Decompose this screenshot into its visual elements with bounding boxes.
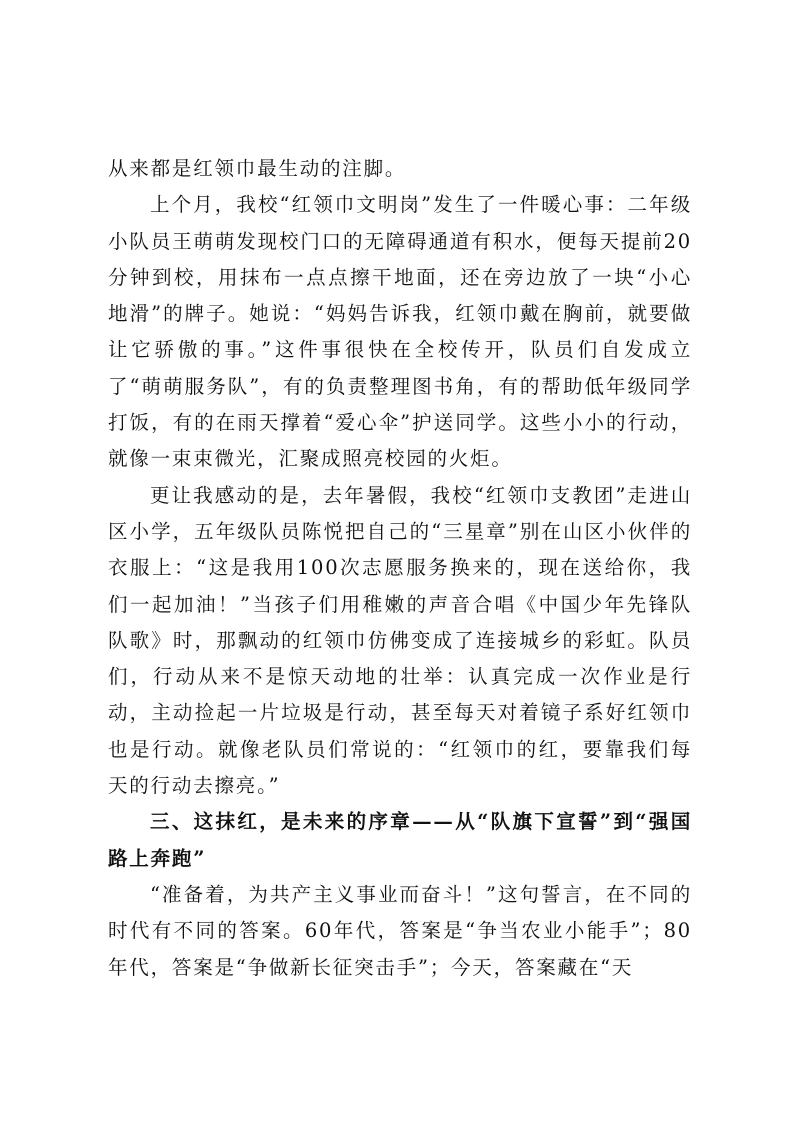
paragraph-volunteer-teaching-story: 更让我感动的是，去年暑假，我校“红领巾支教团”走进山区小学，五年级队员陈悦把自己的“三星章”别在山区小伙伴的衣服上：“这是我用100次志愿服务换来的，现在送给你，我们一起加油！”当孩子们用稚嫩的声音合唱《中国少年先锋队队歌》时，那飘动的红领巾仿佛变成了连接城乡的彩虹。队员们，行动从来不是惊天动地的壮举：认真完成一次作业是行动，主动捡起一片垃圾是行动，甚至每天对着镜子系好红领巾也是行动。就像老队员们常说的：“红领巾的红，要靠我们每天的行动去擦亮。” xyxy=(108,483,692,798)
paragraph-continuation: 从来都是红领巾最生动的注脚。 xyxy=(108,157,407,180)
paragraph-oath-answers: “准备着，为共产主义事业而奋斗！”这句誓言，在不同的时代有不同的答案。60年代，答案是“争当农业小能手”；80年代，答案是“争做新长征突击手”；今天，答案藏在“天 xyxy=(108,882,692,979)
paragraph-civility-post-story: 上个月，我校“红领巾文明岗”发生了一件暖心事：二年级小队员王萌萌发现校门口的无障碍通道有积水，便每天提前20分钟到校，用抹布一点点擦干地面，还在旁边放了一块“小心地滑”的牌子。她说：“妈妈告诉我，红领巾戴在胸前，就要做让它骄傲的事。”这件事很快在全校传开，队员们自发成立了“萌萌服务队”，有的负责整理图书角，有的帮助低年级同学打饭，有的在雨天撑着“爱心伞”护送同学。这些小小的行动，就像一束束微光，汇聚成照亮校园的火炬。 xyxy=(108,193,692,471)
section-heading-three: 三、这抹红，是未来的序章——从“队旗下宣誓”到“强国路上奔跑” xyxy=(108,810,692,870)
document-body xyxy=(108,151,692,986)
